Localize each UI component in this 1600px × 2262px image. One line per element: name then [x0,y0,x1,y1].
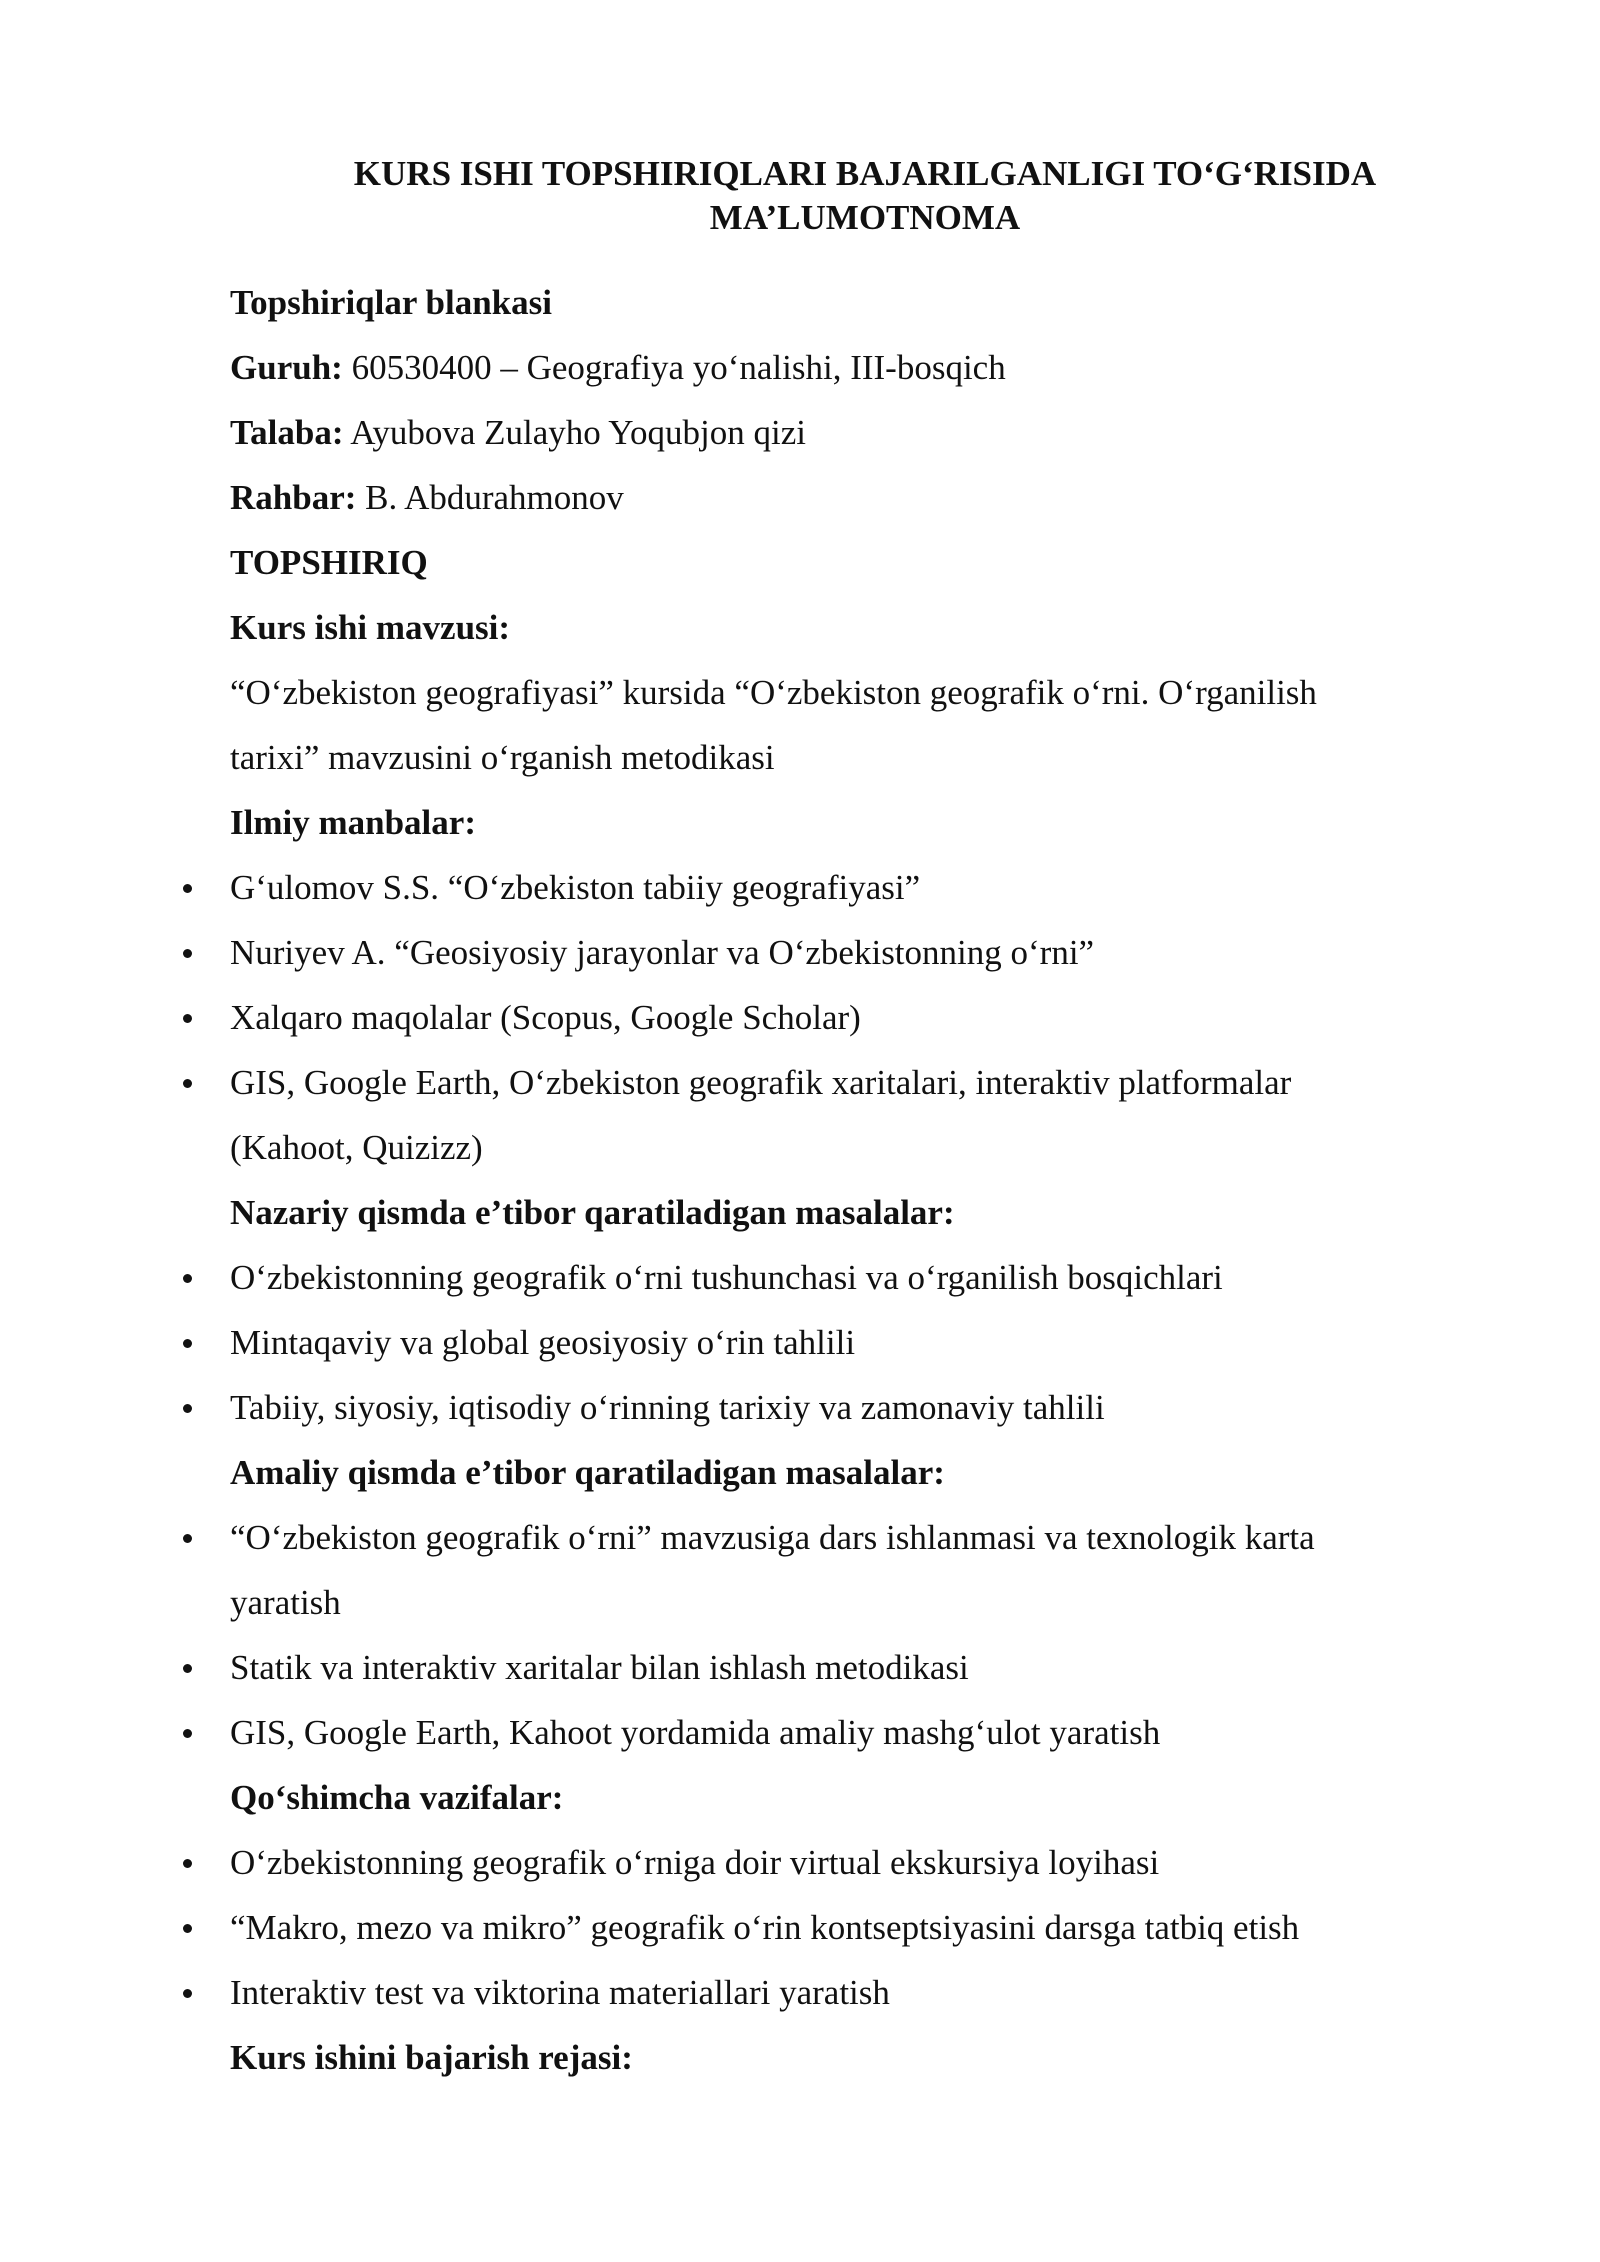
list-item: Xalqaro maqolalar (Scopus, Google Scholar) [230,985,1430,1050]
theory-list [230,1245,1430,1440]
extra-heading: Qo‘shimcha vazifalar: [230,1778,564,1817]
bullet-icon [183,1664,192,1673]
practice-heading: Amaliy qismda e’tibor qaratiladigan masalalar: [230,1453,945,1492]
practice-list [230,1505,1430,1765]
supervisor-line [230,465,1430,530]
bullet-icon [183,1859,192,1868]
list-item: Statik va interaktiv xaritalar bilan ishlash metodikasi [230,1635,1430,1700]
bullet-icon [183,1339,192,1348]
list-item: Mintaqaviy va global geosiyosiy o‘rin tahlili [230,1310,1430,1375]
bullet-icon [183,1924,192,1933]
title-line-2: MA’LUMOTNOMA [709,198,1021,237]
group-label: Guruh: [230,348,343,387]
supervisor-label: Rahbar: [230,478,357,517]
topic-text-line-1: “O‘zbekiston geografiyasi” kursida “O‘zbekiston geografik o‘rni. O‘rganilish [230,673,1317,712]
list-item: Nuriyev A. “Geosiyosiy jarayonlar va O‘zbekistonning o‘rni” [230,920,1430,985]
list-item: G‘ulomov S.S. “O‘zbekiston tabiiy geografiyasi” [230,855,1430,920]
bullet-icon [183,1274,192,1283]
sources-list [230,855,1430,1180]
list-item: Interaktiv test va viktorina materiallari yaratish [230,1960,1430,2025]
list-item: Tabiiy, siyosiy, iqtisodiy o‘rinning tarixiy va zamonaviy tahlili [230,1375,1430,1440]
document-title [300,152,1430,240]
form-heading: Topshiriqlar blankasi [230,283,552,322]
bullet-icon [183,1989,192,1998]
list-item: GIS, Google Earth, O‘zbekiston geografik xaritalari, interaktiv platformalar (Kahoot, Quizizz) [230,1050,1430,1180]
student-value: Ayubova Zulayho Yoqubjon qizi [343,413,806,452]
title-line-1: KURS ISHI TOPSHIRIQLARI BAJARILGANLIGI TO‘G‘RISIDA [353,154,1377,193]
list-item: O‘zbekistonning geografik o‘rni tushunchasi va o‘rganilish bosqichlari [230,1245,1430,1310]
bullet-icon [183,949,192,958]
topic-heading: Kurs ishi mavzusi: [230,608,511,647]
bullet-icon [183,1014,192,1023]
group-line [230,335,1430,400]
theory-heading: Nazariy qismda e’tibor qaratiladigan masalalar: [230,1193,955,1232]
list-item: “O‘zbekiston geografik o‘rni” mavzusiga dars ishlanmasi va texnologik karta yaratish [230,1505,1430,1635]
student-label: Talaba: [230,413,344,452]
plan-heading: Kurs ishini bajarish rejasi: [230,2038,633,2077]
bullet-icon [183,1534,192,1543]
group-value: 60530400 – Geografiya yo‘nalishi, III-bosqich [342,348,1006,387]
document-body [230,270,1430,2090]
bullet-icon [183,1729,192,1738]
student-line [230,400,1430,465]
bullet-icon [183,1079,192,1088]
bullet-icon [183,884,192,893]
topic-text-line-2: tarixi” mavzusini o‘rganish metodikasi [230,738,775,777]
list-item: “Makro, mezo va mikro” geografik o‘rin kontseptsiyasini darsga tatbiq etish [230,1895,1430,1960]
list-item: O‘zbekistonning geografik o‘rniga doir virtual ekskursiya loyihasi [230,1830,1430,1895]
task-heading: TOPSHIRIQ [230,543,428,582]
list-item: GIS, Google Earth, Kahoot yordamida amaliy mashg‘ulot yaratish [230,1700,1430,1765]
bullet-icon [183,1404,192,1413]
sources-heading: Ilmiy manbalar: [230,803,476,842]
supervisor-value: B. Abdurahmonov [356,478,624,517]
extra-list [230,1830,1430,2025]
